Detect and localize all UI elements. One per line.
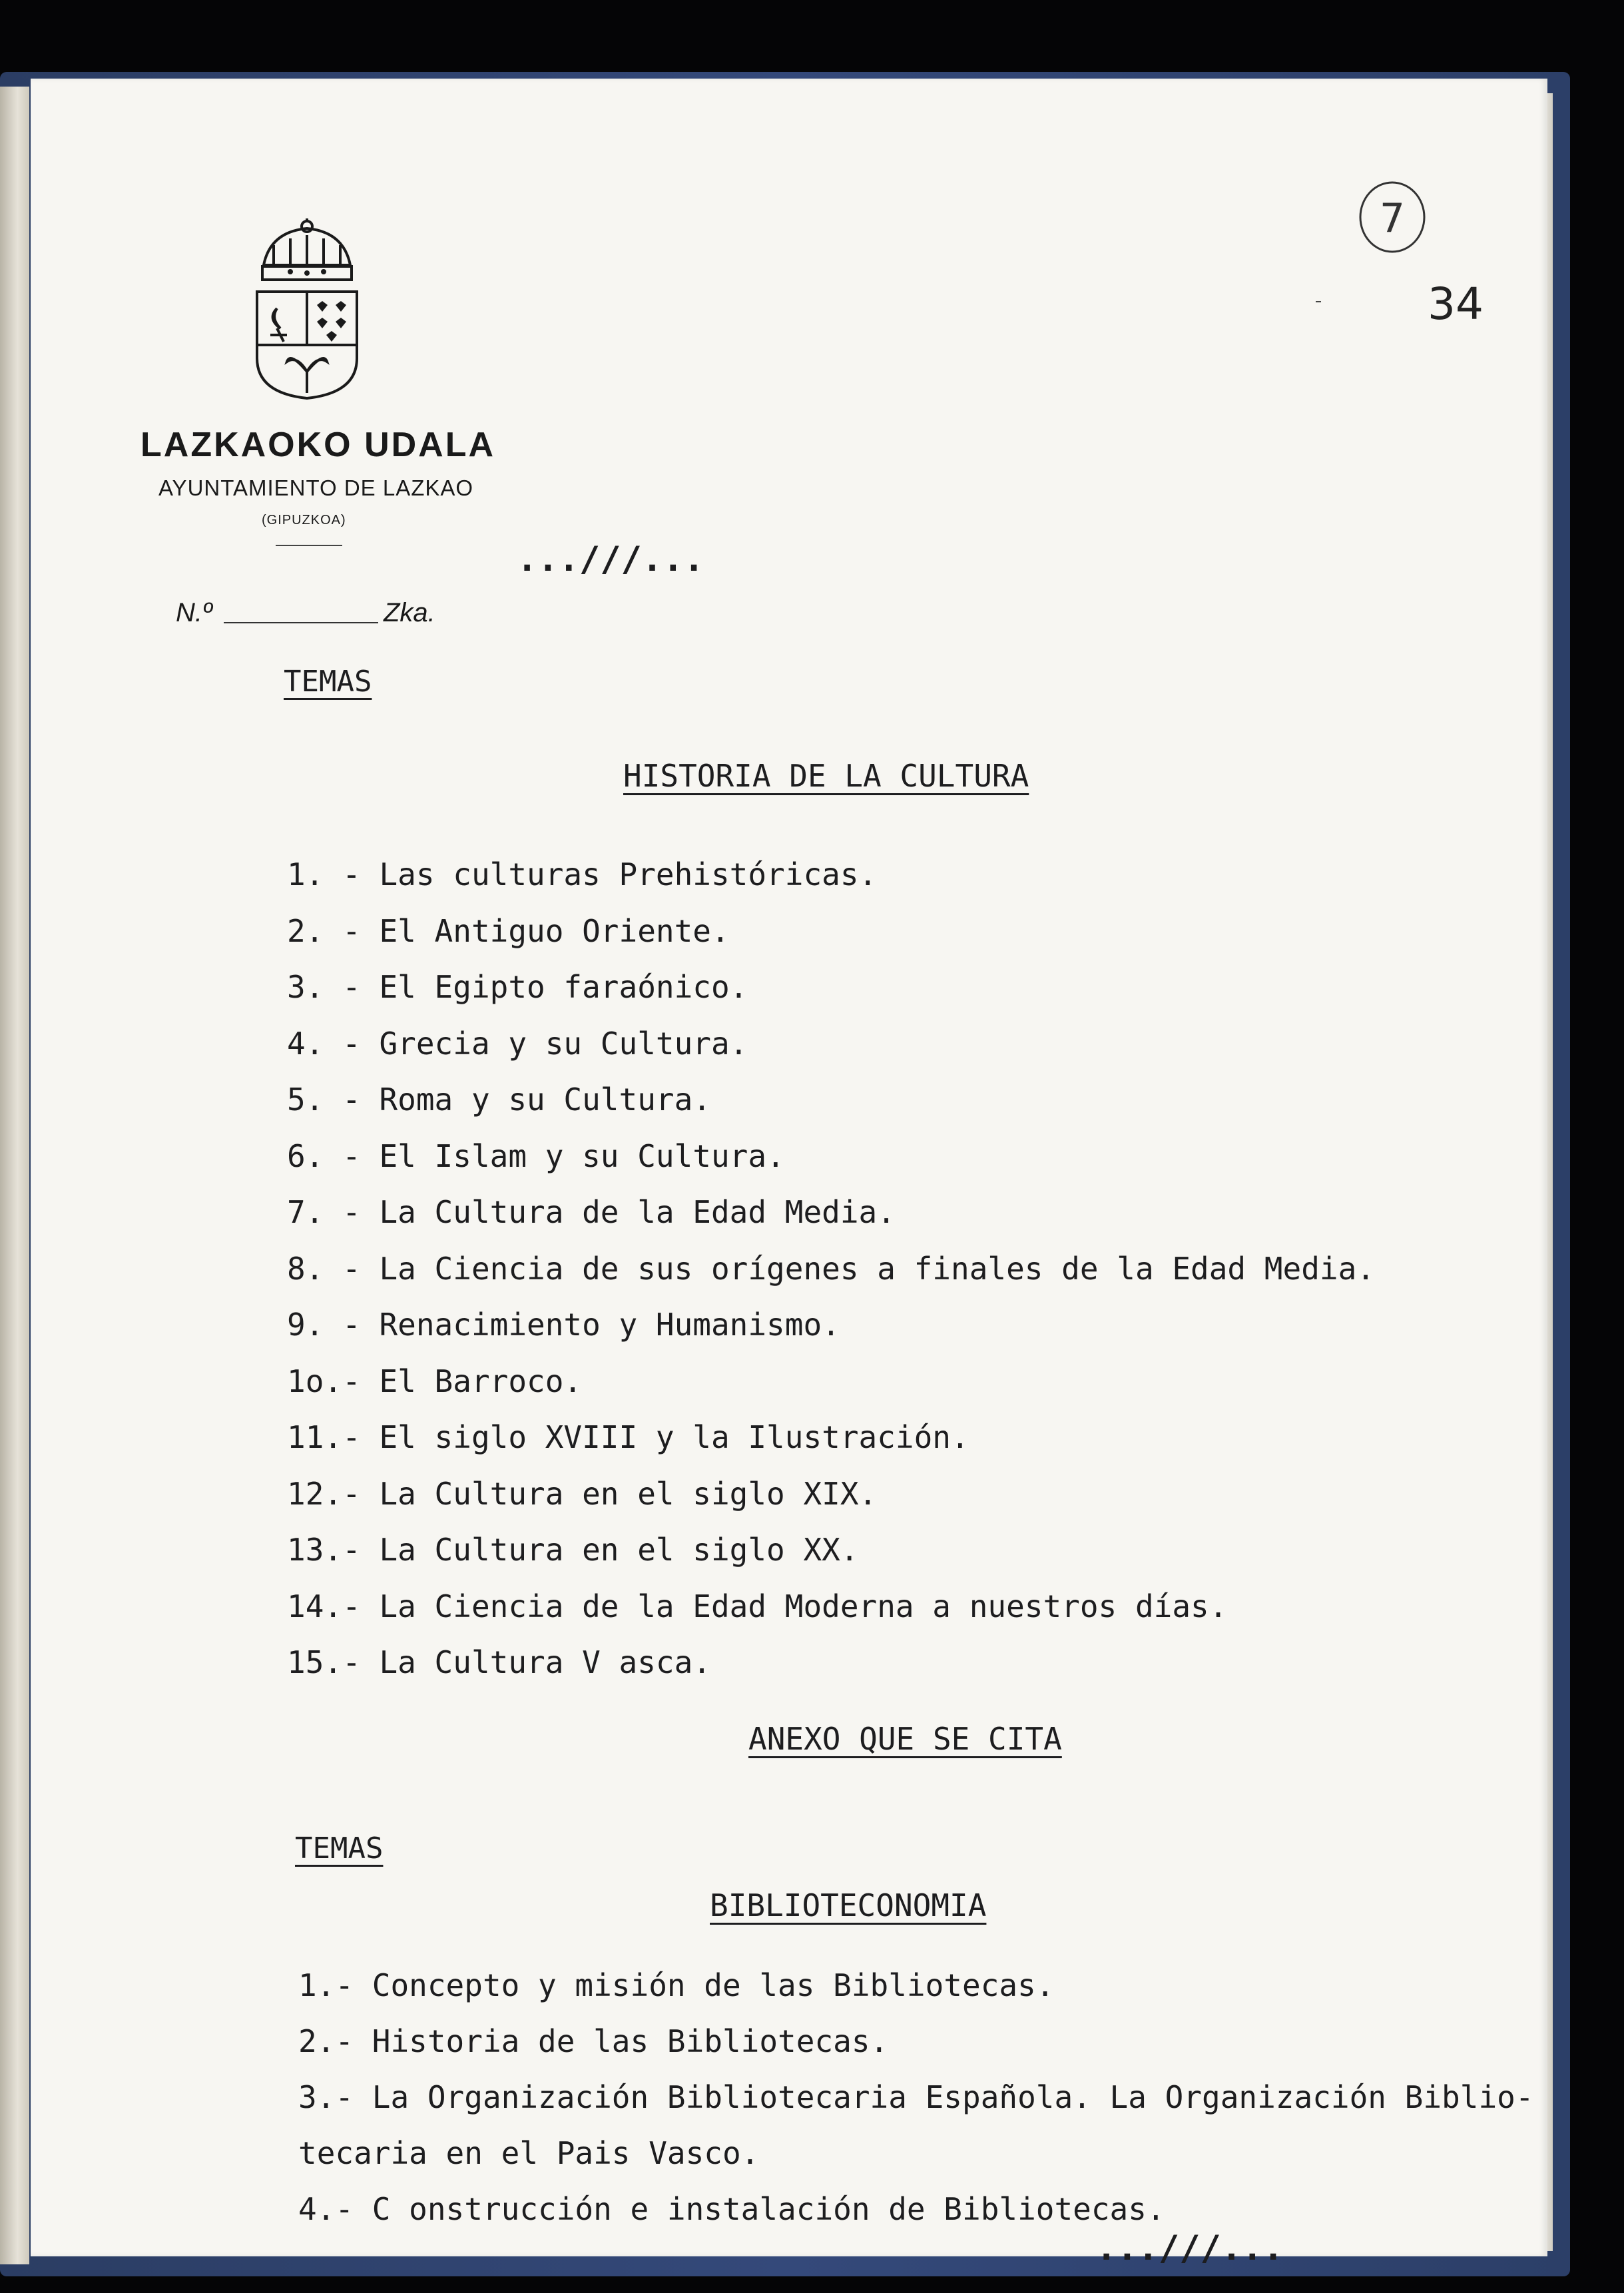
library-topic-item: 2.- Historia de las Bibliotecas. bbox=[298, 2023, 889, 2059]
section1-title: HISTORIA DE LA CULTURA bbox=[623, 758, 1029, 794]
history-topic-item: 2. - El Antiguo Oriente. bbox=[287, 913, 730, 949]
document-page bbox=[31, 79, 1547, 2268]
handwritten-mark-text: 7 bbox=[1379, 195, 1406, 242]
page-number: 34 bbox=[1428, 278, 1484, 330]
history-topic-item: 1o.- El Barroco. bbox=[287, 1363, 583, 1399]
library-topic-item: 3.- La Organización Bibliotecaria Española. La Organización Biblio- bbox=[298, 2079, 1534, 2115]
history-topic-item: 7. - La Cultura de la Edad Media. bbox=[287, 1194, 896, 1230]
header-divider bbox=[276, 545, 342, 546]
number-label: N.º bbox=[176, 598, 212, 627]
history-topic-item: 3. - El Egipto faraónico. bbox=[287, 969, 748, 1005]
history-topic-item: 5. - Roma y su Cultura. bbox=[287, 1082, 711, 1118]
section1-label: TEMAS bbox=[284, 665, 372, 699]
library-topic-item: 1.- Concepto y misión de las Bibliotecas. bbox=[298, 1967, 1055, 2003]
continuation-mark-bottom: ...///... bbox=[1096, 2228, 1284, 2268]
province-label: (GIPUZKOA) bbox=[262, 513, 346, 527]
zka-label: Zka. bbox=[384, 598, 435, 627]
history-topic-item: 4. - Grecia y su Cultura. bbox=[287, 1026, 748, 1062]
history-topic-item: 6. - El Islam y su Cultura. bbox=[287, 1138, 785, 1174]
library-topic-item: 4.- C onstrucción e instalación de Bibliotecas. bbox=[298, 2191, 1165, 2227]
town-name: LAZKAOKO UDALA bbox=[140, 426, 496, 464]
annex-title: ANEXO QUE SE CITA bbox=[748, 1721, 1062, 1757]
number-blank-line bbox=[224, 622, 378, 623]
coat-of-arms-icon bbox=[250, 218, 364, 418]
history-topic-item: 8. - La Ciencia de sus orígenes a finales de la Edad Media. bbox=[287, 1251, 1375, 1287]
pen-tick bbox=[1316, 301, 1321, 302]
history-topic-item: 15.- La Cultura V asca. bbox=[287, 1644, 711, 1680]
history-topic-item: 14.- La Ciencia de la Edad Moderna a nuestros días. bbox=[287, 1588, 1228, 1624]
history-topic-item: 12.- La Cultura en el siglo XIX. bbox=[287, 1476, 878, 1512]
handwritten-circle-mark bbox=[1356, 178, 1429, 258]
continuation-mark-top: ...///... bbox=[517, 539, 704, 579]
town-subtitle: AYUNTAMIENTO DE LAZKAO bbox=[158, 476, 474, 500]
history-topic-item: 13.- La Cultura en el siglo XX. bbox=[287, 1532, 859, 1568]
history-topic-item: 9. - Renacimiento y Humanismo. bbox=[287, 1307, 840, 1343]
binder-spine bbox=[0, 87, 29, 2264]
section2-title: BIBLIOTECONOMIA bbox=[710, 1887, 987, 1923]
history-topic-item: 1. - Las culturas Prehistóricas. bbox=[287, 856, 878, 892]
section2-label: TEMAS bbox=[295, 1831, 384, 1865]
library-topic-continuation: tecaria en el Pais Vasco. bbox=[298, 2135, 760, 2171]
history-topic-item: 11.- El siglo XVIII y la Ilustración. bbox=[287, 1419, 969, 1455]
